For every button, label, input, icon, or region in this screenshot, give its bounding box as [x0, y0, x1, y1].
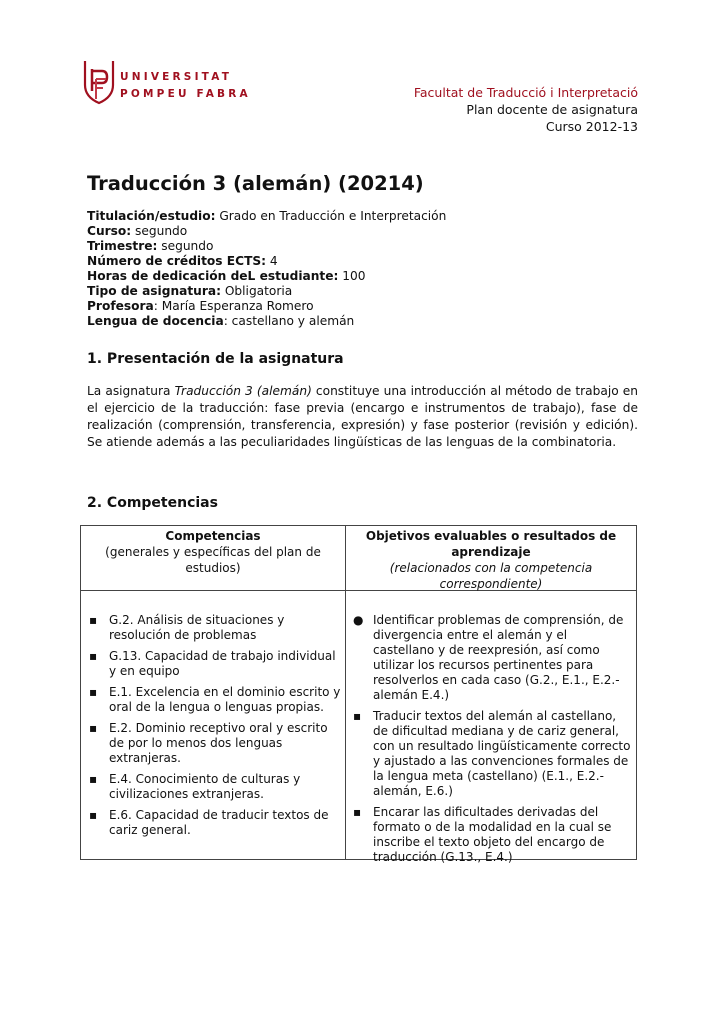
list-item: ▪ G.13. Capacidad de trabajo individual y en equipo — [89, 649, 336, 678]
upf-emblem-icon — [82, 59, 116, 107]
meta-label: Lengua de docencia — [87, 314, 224, 328]
list-item: ▪ Traducir textos del alemán al castellano, de dificultad mediana y de cariz general, con un resultado lingüísticamente correcto y ajustado a las convenciones formales de la lengua meta (castellano) (E.1., E.2.-alemán, E.6.) — [353, 709, 631, 798]
meta-row — [87, 209, 446, 224]
list-item: ▪ G.2. Análisis de situaciones y resolución de problemas — [89, 613, 285, 642]
logo-line-2: POMPEU FABRA — [120, 88, 251, 100]
table-header-objetivos — [355, 528, 627, 592]
meta-row — [87, 254, 446, 269]
intro-text: La asignatura — [87, 384, 175, 398]
document-header — [414, 84, 638, 135]
meta-value: segundo — [131, 224, 188, 238]
university-logo — [82, 59, 251, 107]
list-item: ▪ E.2. Dominio receptivo oral y escrito de por lo menos dos lenguas extranjeras. — [89, 721, 328, 765]
meta-row — [87, 239, 446, 254]
meta-label: Tipo de asignatura: — [87, 284, 221, 298]
competencies-table — [80, 525, 637, 864]
meta-value: Grado en Traducción e Interpretación — [215, 209, 447, 223]
section-1-heading: 1. Presentación de la asignatura — [87, 351, 344, 367]
plan-label: Plan docente de asignatura — [466, 102, 638, 117]
column-title: Objetivos evaluables o resultados de aprendizaje — [365, 529, 617, 559]
meta-row — [87, 299, 446, 314]
column-subtitle: (relacionados con la competencia correspondiente) — [389, 561, 593, 591]
logo-line-1: UNIVERSITAT — [120, 71, 233, 83]
table-header-competencias — [103, 528, 323, 576]
column-title: Competencias — [165, 529, 261, 543]
meta-value: 4 — [266, 254, 278, 268]
list-item: ▪ E.4. Conocimiento de culturas y civilizaciones extranjeras. — [89, 772, 301, 801]
meta-value: 100 — [338, 269, 366, 283]
meta-value: Obligatoria — [220, 284, 293, 298]
meta-value: segundo — [157, 239, 214, 253]
competencias-list — [83, 613, 341, 844]
meta-label: Curso: — [87, 224, 132, 238]
meta-label: Trimestre: — [87, 239, 158, 253]
meta-value: : María Esperanza Romero — [153, 299, 314, 313]
list-item: ● Identificar problemas de comprensión, de divergencia entre el alemán y el castellano y de reexpresión, así como utilizar los recursos pertinentes para resolverlos en cada caso (G.2., E.1., E.2.-alemán E.4.) — [353, 613, 624, 702]
meta-row — [87, 284, 446, 299]
section-1-paragraph — [87, 383, 638, 451]
meta-label: Titulación/estudio: — [87, 209, 216, 223]
meta-row — [87, 224, 446, 239]
meta-label: Profesora — [87, 299, 154, 313]
meta-row — [87, 314, 446, 329]
intro-course-name: Traducción 3 (alemán) — [174, 384, 312, 398]
list-item: ▪ Encarar las dificultades derivadas del formato o de la modalidad en la cual se inscribe el texto objeto del encargo de traducción (G.13., E.4.) — [353, 805, 612, 864]
list-item: ▪ E.6. Capacidad de traducir textos de cariz general. — [89, 808, 329, 837]
meta-label: Horas de dedicación deL estudiante: — [87, 269, 339, 283]
section-2-heading: 2. Competencias — [87, 495, 218, 511]
page-title: Traducción 3 (alemán) (20214) — [87, 172, 424, 195]
course-metadata — [87, 209, 446, 329]
meta-value: : castellano y alemán — [223, 314, 355, 328]
meta-label: Número de créditos ECTS: — [87, 254, 267, 268]
intro-text: constituye una introducción al método de trabajo en el ejercicio de la traducción: fase previa (encargo e instrumentos de trabajo), fase de realización (comprensión, transferencia, expresión) y fase posterior (revisión y edición). Se atiende además a las peculiaridades lingüísticas de las lenguas de la combinatoria. — [87, 384, 638, 449]
meta-row — [87, 269, 446, 284]
faculty-name: Facultat de Traducció i Interpretació — [413, 85, 638, 100]
list-item: ▪ E.1. Excelencia en el dominio escrito y oral de la lengua o lenguas propias. — [89, 685, 341, 714]
objetivos-list — [347, 613, 631, 871]
column-subtitle: (generales y específicas del plan de estudios) — [105, 545, 321, 575]
course-year: Curso 2012-13 — [545, 119, 638, 134]
